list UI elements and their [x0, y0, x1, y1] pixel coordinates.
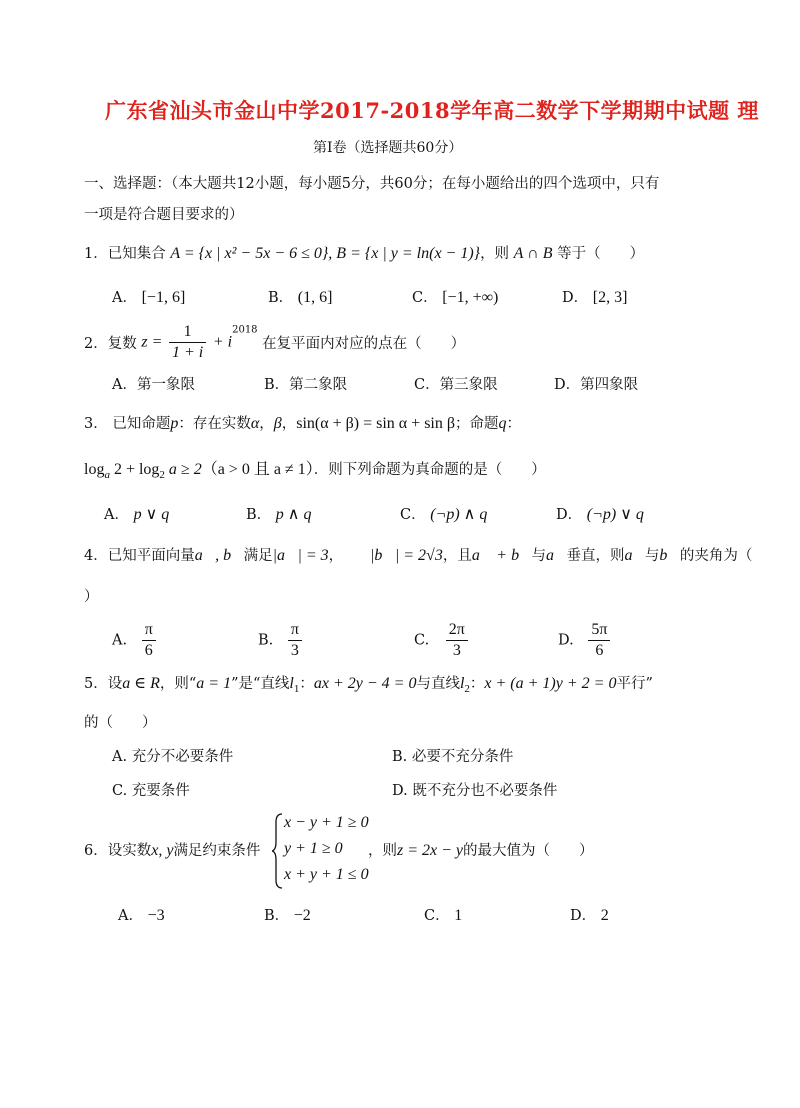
q2-frac-denominator: 1 + i — [171, 344, 204, 361]
question-3-line2: $\log_a 2 + \log_2 a \ge 2(a > 0$ 且 a ≠ 1）．则下列命题为真命题的是（ ） — [84, 461, 546, 481]
question-5-line1: 5．设a ∈ R，则“a = 1”是“直线$l_1$：ax + 2y − 4 = 0与直线$l_2$：x + (a + 1)y + 2 = 0平行” — [84, 675, 653, 695]
question-2 — [84, 322, 465, 363]
q6-option-b: B． −2 — [264, 907, 311, 924]
q2-fraction — [169, 322, 206, 363]
q3-q: q — [498, 415, 507, 432]
q4-option-c: C. $\frac{2\pi}{3}$ — [414, 620, 470, 661]
question-4-line1: 4．已知平面向量a⃗, b⃗满足|a⃗| = 3， — [84, 547, 344, 564]
subtitle: 第Ⅰ卷（选择题共60分） — [313, 140, 463, 156]
q3-option-c: C． (¬p) ∧ q — [400, 506, 488, 523]
q1-option-a: A． [−1, 6] — [112, 289, 186, 306]
q6-objective: z = 2x − y — [397, 842, 464, 859]
constraint-2: y + 1 ≥ 0 — [284, 840, 343, 857]
q2-ask: 在复平面内对应的点在（ ） — [262, 336, 466, 352]
constraint-system — [284, 810, 369, 888]
constraint-1: x − y + 1 ≥ 0 — [284, 814, 369, 831]
q2-option-a: A．第一象限 — [112, 377, 195, 393]
q1-number: 1．已知集合 — [84, 246, 166, 262]
constraint-brace — [272, 812, 284, 890]
section-heading-line2: 一项是符合题目要求的） — [84, 207, 244, 223]
q1-option-b: B． (1, 6] — [268, 289, 333, 306]
q6-option-d: D． 2 — [570, 907, 609, 924]
q5-line1-eq: ax + 2y − 4 = 0 — [313, 675, 417, 692]
q4-option-b: B. $\frac{\pi}{3}$ — [258, 620, 304, 661]
q4-option-d: D. $\frac{5\pi}{6}$ — [558, 620, 612, 661]
q2-exponent: 2018 — [232, 324, 258, 336]
q5-option-c: C. 充要条件 — [112, 783, 190, 799]
q4-mag-b: |b⃗| = 2√3 — [370, 547, 443, 564]
q6-option-a: A． −3 — [118, 907, 165, 924]
q1-sets: A = {x | x² − 5x − 6 ≤ 0}, B = {x | y = ln(x − 1)} — [170, 245, 481, 262]
q2-number: 2．复数 — [84, 336, 137, 352]
question-1 — [84, 242, 644, 263]
q3-p: p — [170, 415, 179, 432]
q3-option-d: D． (¬p) ∨ q — [556, 506, 644, 523]
question-6-lead: 6．设实数x, y满足约束条件 — [84, 842, 261, 859]
question-4-line1-right: |b⃗| = 2√3，且a⃗ + b⃗与a⃗垂直，则a⃗与b⃗的夹角为（ — [370, 547, 753, 564]
q2-plus-i: + i — [212, 333, 233, 351]
question-3-line1: 3． 已知命题p：存在实数α，β，sin(α + β) = sin α + sin β；命题q： — [84, 415, 522, 432]
q2-option-d: D．第四象限 — [554, 377, 639, 393]
q2-frac-numerator: 1 — [169, 322, 206, 343]
q2-z: z = — [141, 333, 163, 351]
q4-close-paren: ） — [84, 589, 99, 605]
q4-mag-a: |a⃗| = 3 — [272, 547, 329, 564]
page-title: 广东省汕头市金山中学2017-2018学年高二数学下学期期中试题 理 — [105, 98, 759, 123]
q4-option-a: A. $\frac{\pi}{6}$ — [112, 620, 158, 661]
constraint-3: x + y + 1 ≤ 0 — [284, 866, 369, 883]
q5-line2-eq: x + (a + 1)y + 2 = 0 — [484, 675, 617, 692]
question-5-line2: 的（ ） — [84, 715, 157, 731]
q5-option-a: A. 充分不必要条件 — [112, 749, 234, 765]
question-6-tail: ，则z = 2x − y的最大值为（ ） — [368, 842, 594, 859]
q1-ask: 等于（ ） — [557, 246, 645, 262]
q3-equation: sin(α + β) = sin α + sin β — [296, 415, 456, 432]
q6-option-c: C． 1 — [424, 907, 463, 924]
q1-option-c: C． [−1, +∞) — [412, 289, 499, 306]
section-heading-line1: 一、选择题：（本大题共12小题，每小题5分，共60分；在每小题给出的四个选项中，只有 — [84, 176, 660, 192]
q2-option-b: B．第二象限 — [264, 377, 348, 393]
q3-option-a: A． p ∨ q — [104, 506, 170, 523]
q3-condition: （a > 0 且 a ≠ 1） — [201, 461, 314, 478]
q1-tail: ，则 — [480, 246, 510, 262]
q5-option-b: B. 必要不充分条件 — [392, 749, 514, 765]
q3-option-b: B． p ∧ q — [246, 506, 312, 523]
q2-option-c: C．第三象限 — [414, 377, 498, 393]
q1-option-d: D． [2, 3] — [562, 289, 628, 306]
q5-option-d: D. 既不充分也不必要条件 — [392, 783, 558, 799]
q1-intersection: A ∩ B — [513, 245, 553, 262]
